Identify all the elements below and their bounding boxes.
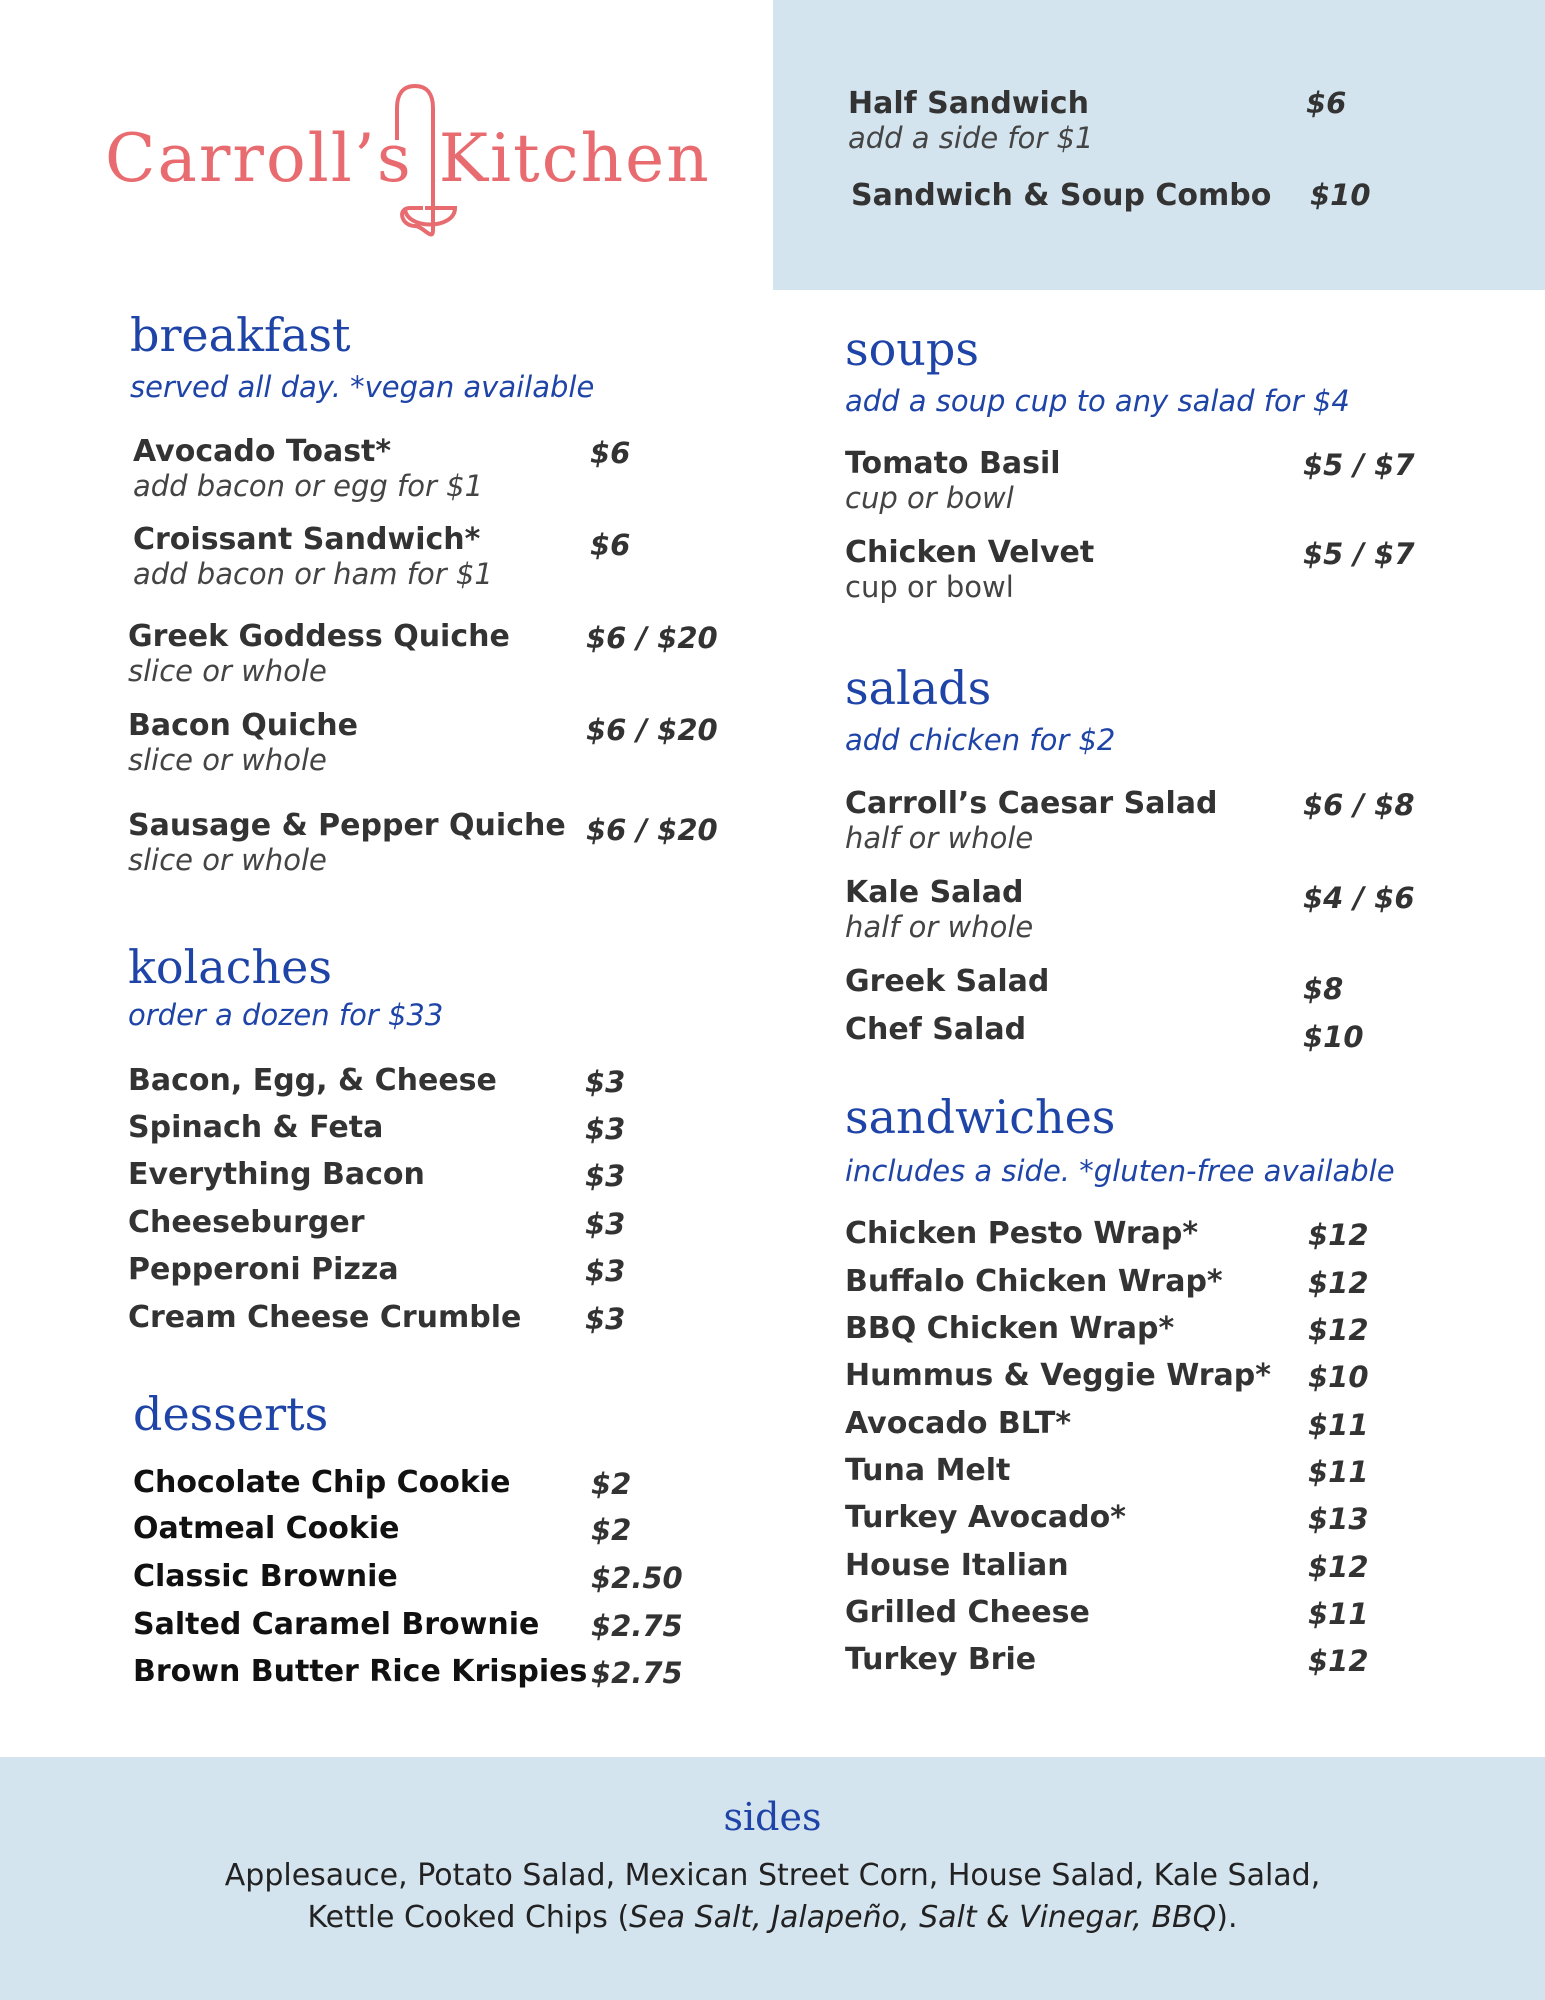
menu-item: Cheeseburger xyxy=(128,1205,365,1240)
item-price: $10 xyxy=(1303,1020,1364,1054)
item-price: $3 xyxy=(585,1065,626,1099)
item-price: $12 xyxy=(1308,1550,1369,1584)
menu-item xyxy=(845,875,1033,944)
logo xyxy=(105,80,711,240)
logo-wordmark xyxy=(105,120,711,197)
item-price: $6 xyxy=(590,528,631,562)
item-price: $6 / $20 xyxy=(586,713,718,747)
menu-item: Oatmeal Cookie xyxy=(133,1511,400,1546)
kolaches-section xyxy=(128,940,444,1032)
menu-item xyxy=(845,446,1061,515)
menu-item: Tuna Melt xyxy=(845,1453,1011,1488)
special-half-sandwich xyxy=(848,86,1093,155)
menu-item xyxy=(128,619,510,688)
menu-item xyxy=(128,808,566,877)
soups-section xyxy=(845,322,1350,418)
item-price: $2 xyxy=(591,1513,632,1547)
section-title: kolaches xyxy=(128,940,332,994)
item-price: $6 / $20 xyxy=(586,621,718,655)
item-price: $6 / $20 xyxy=(586,813,718,847)
item-price: $4 / $6 xyxy=(1303,881,1415,915)
sides-title: sides xyxy=(723,1795,822,1839)
item-price: $12 xyxy=(1308,1266,1369,1300)
special-combo xyxy=(851,178,1271,213)
section-title: sandwiches xyxy=(845,1090,1116,1144)
item-name: Sandwich & Soup Combo xyxy=(851,178,1272,213)
item-price: $8 xyxy=(1303,972,1344,1006)
menu-item: BBQ Chicken Wrap* xyxy=(845,1311,1175,1346)
section-subtitle: order a dozen for $33 xyxy=(128,998,444,1032)
item-price: $3 xyxy=(585,1254,626,1288)
item-name: Greek Goddess Quiche xyxy=(128,619,510,654)
section-title: soups xyxy=(845,322,979,376)
item-price: $3 xyxy=(585,1302,626,1336)
item-price: $2.75 xyxy=(591,1656,683,1690)
item-name: Croissant Sandwich* xyxy=(133,522,481,557)
item-price: $12 xyxy=(1308,1313,1369,1347)
menu-item xyxy=(845,786,1218,855)
sides-line-1: Applesauce, Potato Salad, Mexican Street Corn, House Salad, Kale Salad, xyxy=(224,1858,1321,1893)
desserts-section xyxy=(133,1387,329,1441)
breakfast-section xyxy=(130,308,595,404)
item-name: Bacon Quiche xyxy=(128,708,358,743)
menu-item: Turkey Avocado* xyxy=(845,1500,1126,1535)
sides-line-2-start: Kettle Cooked Chips ( xyxy=(307,1900,630,1935)
item-price: $6 xyxy=(590,436,631,470)
menu-item: House Italian xyxy=(845,1548,1069,1583)
item-price: $10 xyxy=(1308,1360,1369,1394)
section-title: salads xyxy=(845,661,992,715)
item-price: $13 xyxy=(1308,1502,1369,1536)
item-price: $11 xyxy=(1308,1597,1369,1631)
item-name: Tomato Basil xyxy=(845,446,1061,481)
section-title: breakfast xyxy=(130,308,351,362)
section-subtitle: add a soup cup to any salad for $4 xyxy=(845,384,1350,418)
item-note: cup or bowl xyxy=(845,481,1014,515)
salads-section xyxy=(845,661,1116,757)
menu-item: Chef Salad xyxy=(845,1012,1027,1047)
item-name: Half Sandwich xyxy=(848,86,1089,121)
item-note: add a side for $1 xyxy=(848,121,1094,155)
item-price: $3 xyxy=(585,1207,626,1241)
item-price: $11 xyxy=(1308,1408,1369,1442)
menu-item: Pepperoni Pizza xyxy=(128,1252,399,1287)
item-name: Sausage & Pepper Quiche xyxy=(128,808,566,843)
item-price: $6 xyxy=(1306,86,1347,120)
item-note: cup or bowl xyxy=(845,570,1014,604)
menu-item xyxy=(133,522,493,591)
item-note: slice or whole xyxy=(128,654,327,688)
section-subtitle: add chicken for $2 xyxy=(845,723,1116,757)
item-note: half or whole xyxy=(845,910,1034,944)
menu-item: Turkey Brie xyxy=(845,1642,1037,1677)
logo-text-part1: Carroll’s xyxy=(105,120,413,197)
menu-item: Bacon, Egg, & Cheese xyxy=(128,1063,497,1098)
item-note: half or whole xyxy=(845,821,1034,855)
item-note: add bacon or egg for $1 xyxy=(133,469,484,503)
item-name: Chicken Velvet xyxy=(845,535,1095,570)
menu-item: Brown Butter Rice Krispies xyxy=(133,1654,588,1689)
item-name: Avocado Toast* xyxy=(133,434,392,469)
menu-item: Chicken Pesto Wrap* xyxy=(845,1216,1199,1251)
item-price: $2.75 xyxy=(591,1609,683,1643)
item-name: Carroll’s Caesar Salad xyxy=(845,786,1218,821)
section-subtitle: includes a side. *gluten-free available xyxy=(845,1154,1395,1188)
section-subtitle: served all day. *vegan available xyxy=(130,370,595,404)
item-price: $3 xyxy=(585,1159,626,1193)
menu-item xyxy=(845,535,1094,604)
item-price: $5 / $7 xyxy=(1303,537,1415,571)
logo-text-part2: Kitchen xyxy=(438,120,711,197)
menu-item: Salted Caramel Brownie xyxy=(133,1607,540,1642)
item-price: $2 xyxy=(591,1467,632,1501)
menu-item: Grilled Cheese xyxy=(845,1595,1090,1630)
menu-item: Buffalo Chicken Wrap* xyxy=(845,1264,1223,1299)
sandwiches-section xyxy=(845,1090,1395,1188)
menu-item: Chocolate Chip Cookie xyxy=(133,1465,511,1500)
menu-item: Spinach & Feta xyxy=(128,1110,384,1145)
sides-line-2 xyxy=(0,1900,1545,1935)
chip-flavors: Sea Salt, Jalapeño, Salt & Vinegar, BBQ xyxy=(629,1900,1217,1935)
item-name: Kale Salad xyxy=(845,875,1024,910)
item-price: $3 xyxy=(585,1112,626,1146)
item-price: $11 xyxy=(1308,1455,1369,1489)
item-price: $10 xyxy=(1310,178,1371,212)
item-note: slice or whole xyxy=(128,743,327,777)
item-price: $12 xyxy=(1308,1218,1369,1252)
menu-item xyxy=(128,708,358,777)
menu-item: Avocado BLT* xyxy=(845,1406,1072,1441)
section-title: desserts xyxy=(133,1387,329,1441)
item-price: $12 xyxy=(1308,1644,1369,1678)
menu-item: Hummus & Veggie Wrap* xyxy=(845,1358,1271,1393)
menu-item: Greek Salad xyxy=(845,964,1050,999)
menu-item: Cream Cheese Crumble xyxy=(128,1300,522,1335)
item-price: $5 / $7 xyxy=(1303,448,1415,482)
menu-item xyxy=(133,434,483,503)
item-note: add bacon or ham for $1 xyxy=(133,557,493,591)
menu-item: Everything Bacon xyxy=(128,1157,425,1192)
menu-item: Classic Brownie xyxy=(133,1559,398,1594)
item-price: $2.50 xyxy=(591,1561,683,1595)
item-note: slice or whole xyxy=(128,843,327,877)
item-price: $6 / $8 xyxy=(1303,788,1415,822)
sides-line-2-end: ). xyxy=(1216,1900,1238,1935)
